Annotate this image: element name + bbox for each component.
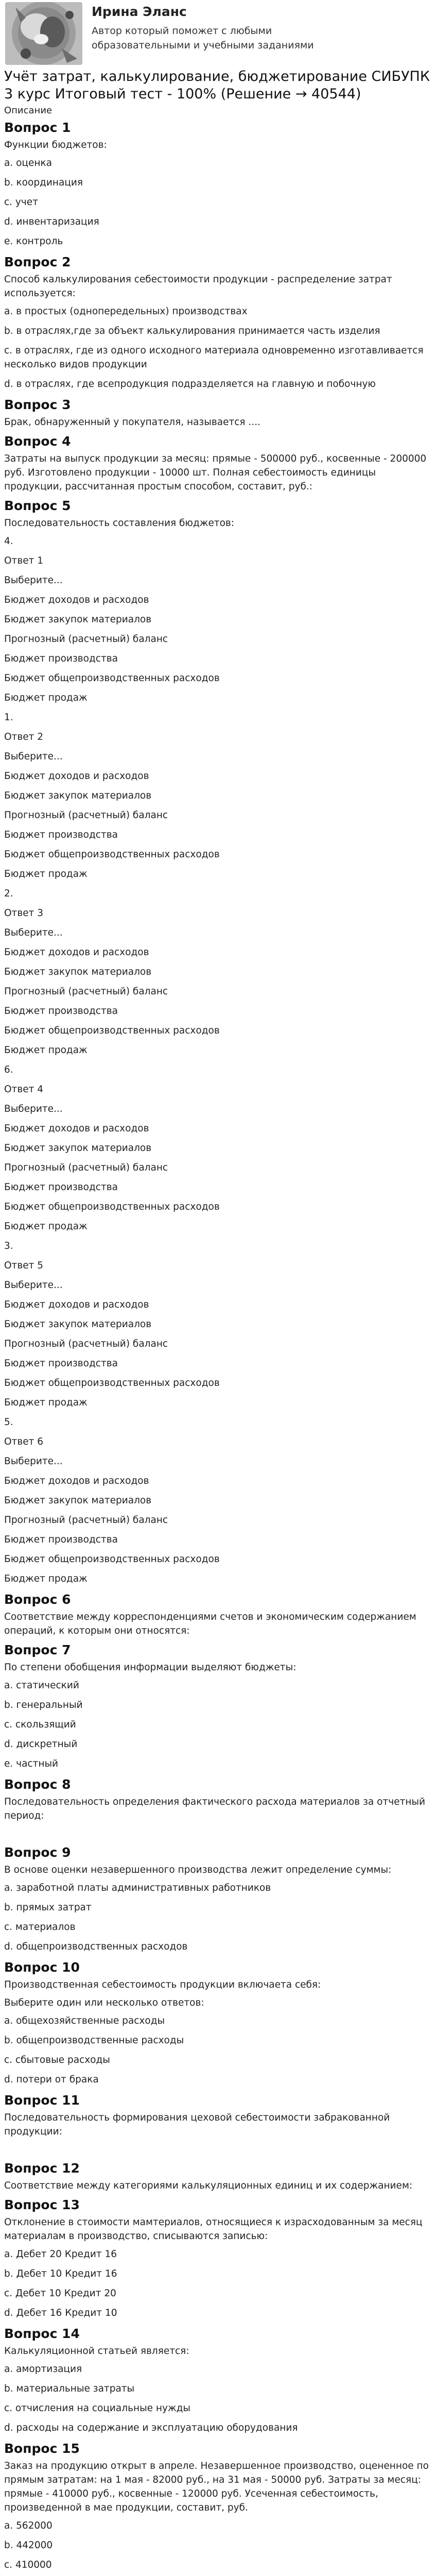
answer-number: 5. bbox=[4, 1417, 13, 1428]
spacer bbox=[4, 2143, 432, 2158]
question-9-option: b. прямых затрат bbox=[4, 1902, 92, 1913]
question-7-text: По степени обобщения информации выделяют бюджеты: bbox=[4, 1662, 297, 1673]
answer-choice: Бюджет общепроизводственных расходов bbox=[4, 1201, 220, 1212]
answer-label: Ответ 6 bbox=[4, 1436, 44, 1447]
answer-choice: Бюджет доходов и расходов bbox=[4, 1476, 149, 1486]
answer-choice: Бюджет доходов и расходов bbox=[4, 947, 149, 958]
question-12-title: Вопрос 12 bbox=[4, 2161, 80, 2176]
answer-choice: Бюджет закупок материалов bbox=[4, 967, 152, 977]
spacer bbox=[4, 1827, 432, 1842]
answer-choice: Бюджет общепроизводственных расходов bbox=[4, 1378, 220, 1388]
author-name[interactable]: Ирина Эланс bbox=[92, 4, 187, 19]
question-13-option: a. Дебет 20 Кредит 16 bbox=[4, 2249, 117, 2260]
question-2-option: c. в отраслях, где из одного исходного материала одновременно изготавливается несколько видов продукции bbox=[4, 345, 424, 370]
answer-choice: Бюджет доходов и расходов bbox=[4, 1123, 149, 1134]
question-1-option: e. контроль bbox=[4, 236, 63, 247]
question-13-option: d. Дебет 16 Кредит 10 bbox=[4, 2308, 117, 2318]
question-5-title: Вопрос 5 bbox=[4, 498, 71, 513]
question-9-option: d. общепроизводственных расходов bbox=[4, 1941, 188, 1952]
question-5-text: Последовательность составления бюджетов: bbox=[4, 518, 235, 529]
question-12-text: Соответствие между категориями калькуляционных единиц и их содержанием: bbox=[4, 2180, 413, 2191]
answer-choice: Бюджет общепроизводственных расходов bbox=[4, 1554, 220, 1565]
question-6-text: Соответствие между корреспонденциями счетов и экономическим содержанием операций, к которым они относятся: bbox=[4, 1612, 416, 1636]
question-13-option: b. Дебет 10 Кредит 16 bbox=[4, 2268, 117, 2279]
answer-choice: Прогнозный (расчетный) баланс bbox=[4, 1162, 168, 1173]
question-14-option: a. амортизация bbox=[4, 2364, 82, 2375]
avatar-image-icon bbox=[5, 2, 82, 65]
question-7-title: Вопрос 7 bbox=[4, 1642, 71, 1657]
question-9-title: Вопрос 9 bbox=[4, 1845, 71, 1860]
answer-choice: Бюджет закупок материалов bbox=[4, 1143, 152, 1154]
answer-choice: Бюджет производства bbox=[4, 653, 118, 664]
answer-label: Ответ 5 bbox=[4, 1260, 44, 1271]
question-8-text: Последовательность определения фактического расхода материалов за отчетный период: bbox=[4, 1797, 426, 1821]
answer-choice: Бюджет продаж bbox=[4, 692, 88, 703]
answer-choice: Бюджет закупок материалов bbox=[4, 1495, 152, 1506]
answer-label: Ответ 3 bbox=[4, 908, 44, 919]
answer-choice: Бюджет продаж bbox=[4, 869, 88, 879]
question-2-option: b. в отраслях,где за объект калькулирования принимается часть изделия bbox=[4, 326, 380, 336]
question-10-option: d. потери от брака bbox=[4, 2074, 99, 2085]
question-4-title: Вопрос 4 bbox=[4, 434, 71, 449]
answer-choice: Прогнозный (расчетный) баланс bbox=[4, 810, 168, 821]
question-11-title: Вопрос 11 bbox=[4, 2093, 80, 2108]
question-1-option: b. координация bbox=[4, 177, 83, 188]
answer-choice: Бюджет продаж bbox=[4, 1045, 88, 1056]
question-9-option: a. заработной платы административных работников bbox=[4, 1883, 271, 1893]
question-10-subtext: Выберите один или несколько ответов: bbox=[4, 1997, 204, 2008]
answer-choice: Бюджет закупок материалов bbox=[4, 614, 152, 625]
answer-select[interactable]: Выберите... bbox=[4, 1456, 63, 1467]
question-7-option: c. скользящий bbox=[4, 1719, 76, 1730]
question-13-title: Вопрос 13 bbox=[4, 2197, 80, 2212]
answer-choice: Бюджет закупок материалов bbox=[4, 790, 152, 801]
description-label: Описание bbox=[4, 105, 53, 116]
answer-choice: Бюджет продаж bbox=[4, 1221, 88, 1232]
answer-choice: Прогнозный (расчетный) баланс bbox=[4, 986, 168, 997]
answer-number: 4. bbox=[4, 536, 13, 547]
question-9-option: c. материалов bbox=[4, 1922, 76, 1933]
question-3-text: Брак, обнаруженный у покупателя, называется .... bbox=[4, 417, 260, 428]
question-1-option: a. оценка bbox=[4, 158, 52, 168]
question-4-text: Затраты на выпуск продукции за месяц: прямые - 500000 руб., косвенные - 200000 руб. Изготовлено продукции - 10000 шт. Полная себестоимость единицы продукции, рассчитанная простым способом, составит, руб.: bbox=[4, 453, 427, 492]
question-6-title: Вопрос 6 bbox=[4, 1592, 71, 1607]
answer-choice: Бюджет доходов и расходов bbox=[4, 771, 149, 782]
answer-choice: Бюджет общепроизводственных расходов bbox=[4, 673, 220, 684]
answer-number: 6. bbox=[4, 1064, 13, 1075]
question-8-title: Вопрос 8 bbox=[4, 1777, 71, 1792]
question-10-option: b. общепроизводственные расходы bbox=[4, 2035, 184, 2046]
question-15-title: Вопрос 15 bbox=[4, 2441, 80, 2456]
answer-choice: Бюджет общепроизводственных расходов bbox=[4, 849, 220, 860]
answer-choice: Бюджет производства bbox=[4, 1006, 118, 1016]
answer-select[interactable]: Выберите... bbox=[4, 575, 63, 586]
answer-select[interactable]: Выберите... bbox=[4, 1280, 63, 1291]
question-7-option: a. статический bbox=[4, 1680, 79, 1691]
answer-number: 2. bbox=[4, 888, 13, 899]
answer-choice: Прогнозный (расчетный) баланс bbox=[4, 1338, 168, 1349]
author-header bbox=[0, 0, 436, 67]
answer-choice: Бюджет доходов и расходов bbox=[4, 1299, 149, 1310]
question-2-option: a. в простых (однопередельных) производствах bbox=[4, 306, 248, 317]
answer-label: Ответ 2 bbox=[4, 732, 44, 742]
question-15-text: Заказ на продукцию открыт в апреле. Незавершенное производство, оцененное по прямым затратам: на 1 мая - 82000 руб., на 31 мая - 50000 руб. Затраты за месяц: прямые - 410000 руб., косвенные - 120000 руб. Усеченная себестоимость, произведенной в мае продукции, составит, руб. bbox=[4, 2461, 429, 2513]
main-content bbox=[0, 68, 436, 2576]
question-11-text: Последовательность формирования цеховой себестоимости забракованной продукции: bbox=[4, 2112, 390, 2137]
question-14-title: Вопрос 14 bbox=[4, 2326, 80, 2341]
question-7-option: b. генеральный bbox=[4, 1700, 83, 1710]
question-15-option: b. 442000 bbox=[4, 2540, 53, 2551]
question-13-text: Отклонение в стоимости мамтериалов, относящиеся к израсходованным за месяц материалам в производство, списываются записью: bbox=[4, 2217, 423, 2242]
answer-label: Ответ 4 bbox=[4, 1084, 44, 1095]
answer-choice: Бюджет доходов и расходов bbox=[4, 595, 149, 605]
answer-choice: Бюджет продаж bbox=[4, 1573, 88, 1584]
question-1-option: c. учет bbox=[4, 197, 38, 208]
answer-choice: Бюджет производства bbox=[4, 829, 118, 840]
question-7-option: d. дискретный bbox=[4, 1739, 78, 1750]
question-14-option: d. расходы на содержание и эксплуатацию оборудования bbox=[4, 2422, 298, 2433]
question-1-option: d. инвентаризация bbox=[4, 216, 99, 227]
question-2-title: Вопрос 2 bbox=[4, 255, 71, 269]
question-10-text: Производственная себестоимость продукции включаета себя: bbox=[4, 1979, 321, 1990]
answer-choice: Бюджет закупок материалов bbox=[4, 1319, 152, 1330]
answer-label: Ответ 1 bbox=[4, 555, 44, 566]
question-7-option: e. частный bbox=[4, 1758, 59, 1769]
question-14-text: Калькуляционной статьей является: bbox=[4, 2346, 189, 2357]
page-title: Учёт затрат, калькулирование, бюджетирование СИБУПК 3 курс Итоговый тест - 100% (Решение → 40544) bbox=[4, 69, 430, 102]
answer-select[interactable]: Выберите... bbox=[4, 1104, 63, 1114]
answer-choice: Бюджет общепроизводственных расходов bbox=[4, 1025, 220, 1036]
answer-choice: Бюджет производства bbox=[4, 1534, 118, 1545]
answer-number: 1. bbox=[4, 712, 13, 723]
question-1-text: Функции бюджетов: bbox=[4, 140, 107, 150]
question-2-text: Способ калькулирования себестоимости продукции - распределение затрат используется: bbox=[4, 274, 392, 299]
answer-choice: Прогнозный (расчетный) баланс bbox=[4, 1515, 168, 1526]
answer-choice: Бюджет производства bbox=[4, 1182, 118, 1193]
author-description: Автор который поможет с любыми образовательными и учебными заданиями bbox=[92, 25, 314, 51]
answer-number: 3. bbox=[4, 1241, 13, 1251]
answer-choice: Прогнозный (расчетный) баланс bbox=[4, 634, 168, 645]
question-14-option: c. отчисления на социальные нужды bbox=[4, 2403, 191, 2414]
question-10-title: Вопрос 10 bbox=[4, 1960, 80, 1975]
question-14-option: b. материальные затраты bbox=[4, 2383, 135, 2394]
question-1-title: Вопрос 1 bbox=[4, 120, 71, 135]
answer-choice: Бюджет продаж bbox=[4, 1397, 88, 1408]
answer-select[interactable]: Выберите... bbox=[4, 751, 63, 762]
question-2-option: d. в отраслях, где всепродукция подразделяется на главную и побочную bbox=[4, 379, 376, 389]
question-10-option: c. сбытовые расходы bbox=[4, 2055, 110, 2065]
question-9-text: В основе оценки незавершенного производства лежит определение суммы: bbox=[4, 1865, 392, 1875]
question-10-option: a. общехозяйственные расходы bbox=[4, 2015, 165, 2026]
question-3-title: Вопрос 3 bbox=[4, 397, 71, 412]
question-15-option: a. 562000 bbox=[4, 2520, 53, 2531]
author-avatar[interactable] bbox=[5, 2, 82, 65]
answer-select[interactable]: Выберите... bbox=[4, 927, 63, 938]
answer-choice: Бюджет производства bbox=[4, 1358, 118, 1369]
question-13-option: c. Дебет 10 Кредит 20 bbox=[4, 2288, 116, 2299]
question-15-option: c. 410000 bbox=[4, 2560, 52, 2570]
